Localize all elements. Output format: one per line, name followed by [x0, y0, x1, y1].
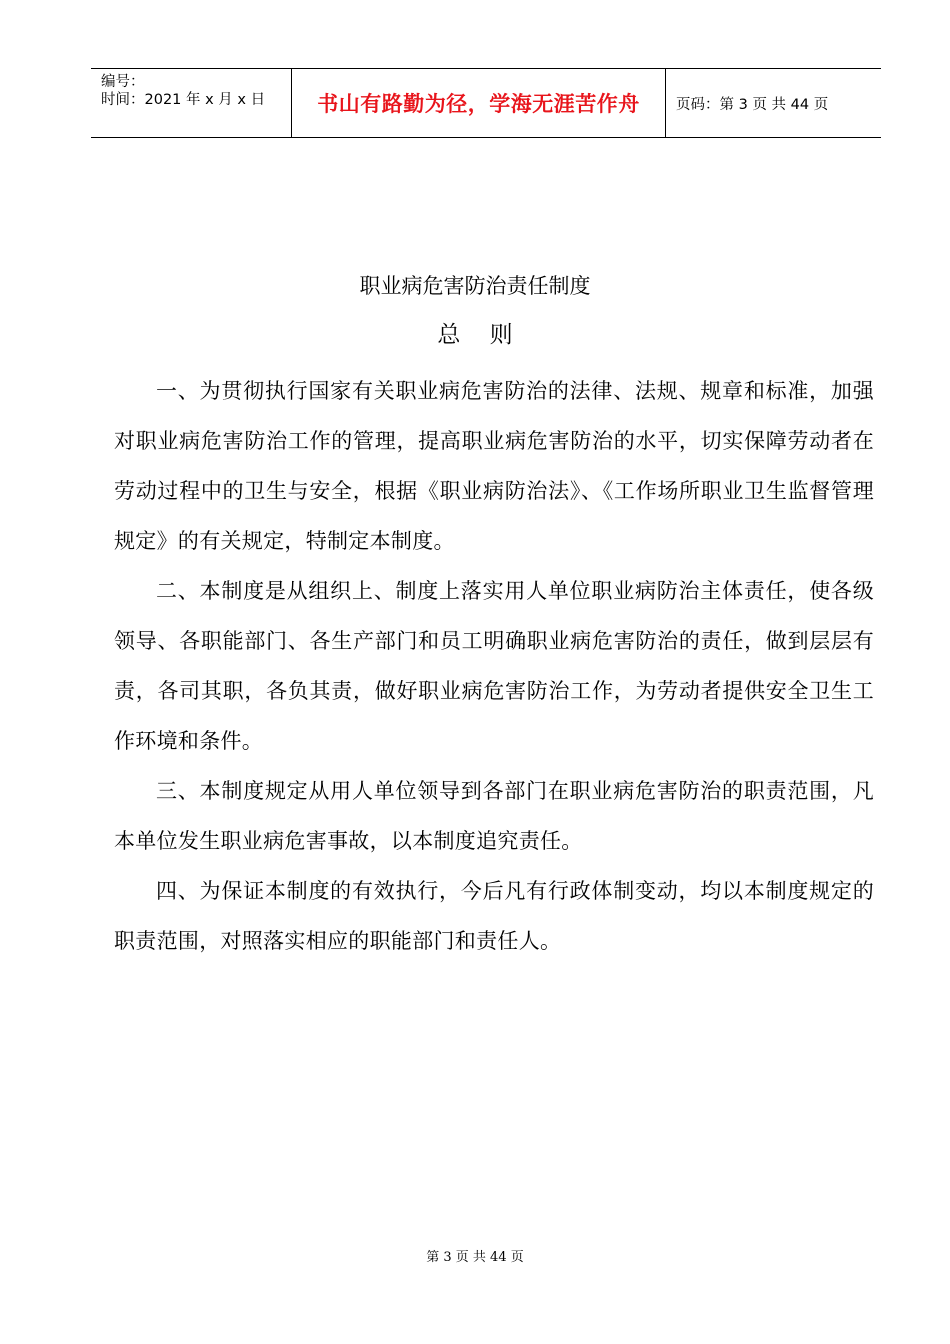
paragraph-2: 二、本制度是从组织上、制度上落实用人单位职业病防治主体责任，使各级领导、各职能部门、各生产部门和员工明确职业病危害防治的责任，做到层层有责，各司其职，各负其责，做好职业病危害防治工作，为劳动者提供安全卫生工作环境和条件。 — [114, 579, 874, 753]
header-motto-cell — [292, 69, 666, 137]
section-heading — [0, 316, 950, 349]
section-heading-text: 总 则 — [437, 322, 513, 348]
paragraph-4: 四、为保证本制度的有效执行，今后凡有行政体制变动，均以本制度规定的职责范围，对照落实相应的职能部门和责任人。 — [114, 879, 874, 953]
page-footer: 第 3 页 共 44 页 — [426, 1250, 524, 1265]
document-title: 职业病危害防治责任制度 — [359, 274, 591, 298]
page-header — [91, 68, 881, 138]
header-motto: 书山有路勤为径，学海无涯苦作舟 — [317, 91, 640, 116]
header-meta — [91, 69, 292, 137]
header-page-number: 页码：第 3 页 共 44 页 — [676, 96, 829, 113]
document-body — [114, 366, 874, 966]
paragraph-3: 三、本制度规定从用人单位领导到各部门在职业病危害防治的职责范围，凡本单位发生职业病危害事故，以本制度追究责任。 — [114, 779, 874, 853]
document-time-label: 时间：2021 年 x 月 x 日 — [101, 92, 266, 108]
paragraph-1: 一、为贯彻执行国家有关职业病危害防治的法律、法规、规章和标准，加强对职业病危害防治工作的管理，提高职业病危害防治的水平，切实保障劳动者在劳动过程中的卫生与安全，根据《职业病防治法》、《工作场所职业卫生监督管理规定》的有关规定，特制定本制度。 — [114, 379, 874, 553]
document-number-label: 编号： — [101, 74, 145, 90]
